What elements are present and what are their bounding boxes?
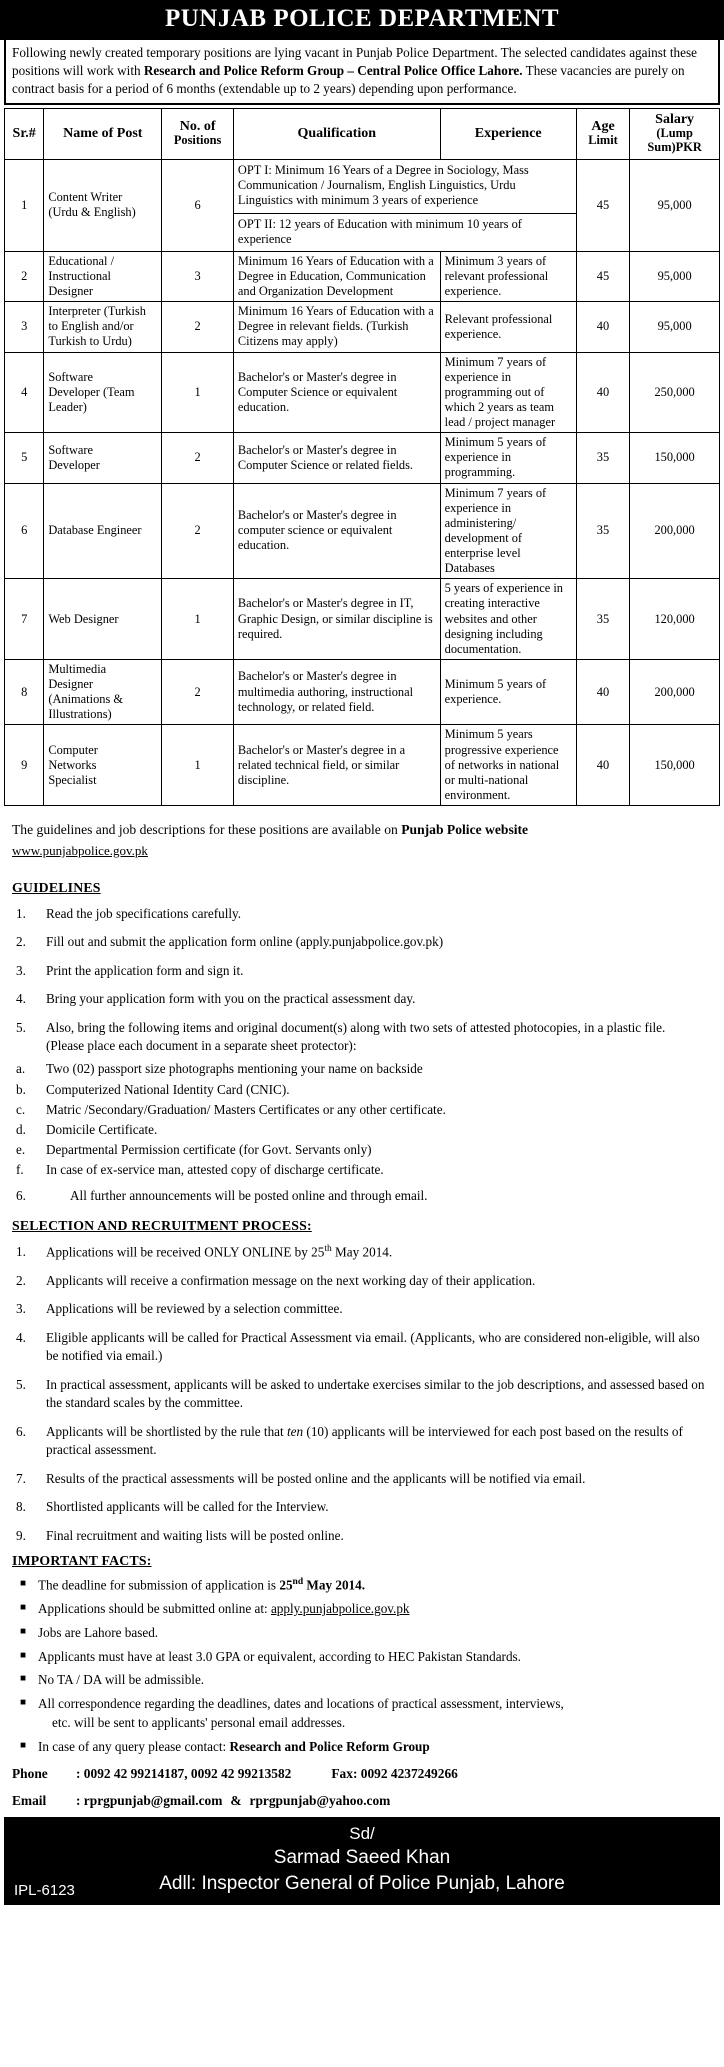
cell-post-line: Instructional (48, 268, 111, 283)
list-item (12, 1576, 712, 1595)
cell-sr: 6 (5, 483, 44, 579)
cell-experience: Minimum 5 years of experience. (440, 659, 576, 725)
table-row (5, 433, 720, 483)
column-header-positions-label: No. of (179, 118, 216, 134)
cell-sr: 7 (5, 579, 44, 660)
list-text: Applications should be submitted online at: (38, 1601, 271, 1617)
cell-age: 40 (576, 659, 629, 725)
cell-age: 45 (576, 160, 629, 252)
cell-post-line: Illustrations) (48, 707, 112, 722)
cell-qualification: Bachelor's or Master's degree in Computer Science or equivalent education. (233, 352, 440, 433)
cell-experience: 5 years of experience in creating interactive websites and other designing including documentation. (440, 579, 576, 660)
list-marker: 1. (16, 1243, 26, 1259)
cell-qualification: Minimum 16 Years of Education with a Degree in relevant fields. (Turkish Citizens may apply) (233, 302, 440, 352)
list-marker: 5. (16, 1019, 26, 1035)
list-item (12, 905, 712, 923)
list-marker: 8. (16, 1499, 26, 1515)
cell-qualification-options (233, 160, 576, 252)
list-item (12, 1019, 712, 1056)
list-marker: a. (16, 1061, 26, 1077)
cell-post-line: (Animations & (48, 692, 124, 707)
column-header-age (576, 108, 629, 159)
table-row (5, 352, 720, 433)
list-text-bold: Research and Police Reform Group (229, 1738, 430, 1754)
cell-post-line: Software (48, 442, 94, 457)
cell-salary: 200,000 (630, 659, 720, 725)
website-bold-text: Punjab Police website (401, 822, 529, 838)
cell-post-line: Computer (48, 742, 98, 757)
contact-email-value-2[interactable]: rprgpunjab@yahoo.com (249, 1792, 391, 1808)
list-text: No TA / DA will be admissible. (38, 1672, 205, 1688)
list-item (12, 962, 712, 980)
cell-qualification: Bachelor's or Master's degree in computer science or equivalent education. (233, 483, 440, 579)
intro-paragraph (12, 44, 712, 97)
contact-email-separator: & (230, 1792, 242, 1808)
list-text: Applicants will receive a confirmation message on the next working day of their application. (46, 1272, 536, 1288)
cell-qualification: Bachelor's or Master's degree in IT, Graphic Design, or similar discipline is required. (233, 579, 440, 660)
list-text: Two (02) passport size photographs mentioning your name on backside (46, 1061, 423, 1077)
list-marker: e. (16, 1142, 26, 1158)
cell-sr: 5 (5, 433, 44, 483)
list-marker: 2. (16, 1272, 26, 1288)
table-header (5, 108, 720, 159)
cell-post (44, 433, 162, 483)
list-item (12, 1671, 712, 1690)
website-lead-text: The guidelines and job descriptions for these positions are available on (12, 822, 402, 838)
advertisement-reference: IPL-6123 (14, 1881, 75, 1899)
signature-sd: Sd/ (349, 1824, 375, 1844)
list-text-superscript: th (324, 1243, 332, 1254)
contact-email-label: Email (12, 1792, 47, 1808)
cell-post (44, 483, 162, 579)
guidelines-list (12, 905, 712, 1056)
list-text-post: May 2014. (331, 1244, 393, 1260)
list-marker: 7. (16, 1470, 26, 1486)
jobs-table (4, 108, 720, 806)
cell-positions: 2 (162, 433, 234, 483)
cell-salary: 250,000 (630, 352, 720, 433)
cell-salary: 95,000 (630, 302, 720, 352)
cell-qualification: Bachelor's or Master's degree in multimedia authoring, instructional technology, or related field. (233, 659, 440, 725)
list-text: Matric /Secondary/Graduation/ Masters Certificates or any other certificate. (46, 1101, 446, 1117)
bullet-icon: ■ (20, 1697, 27, 1709)
list-text: In case of any query please contact: (38, 1738, 230, 1754)
list-marker: 6. (16, 1423, 26, 1439)
contact-phone-value: : 0092 42 99214187, 0092 42 99213582 (76, 1766, 292, 1782)
list-marker: 4. (16, 1329, 26, 1345)
list-text: Domicile Certificate. (46, 1121, 158, 1137)
list-text: Bring your application form with you on the practical assessment day. (46, 991, 416, 1007)
column-header-age-sub: Limit (588, 133, 618, 148)
cell-post-line: Turkish to Urdu) (48, 334, 132, 349)
list-text-continuation: etc. will be sent to applicants' personal email addresses. (52, 1714, 346, 1730)
column-header-post-label: Name of Post (63, 125, 143, 141)
qualification-option-1: OPT I: Minimum 16 Years of a Degree in Sociology, Mass Communication / Journalism, English Linguistics, Urdu Linguistics with minimum 3 years of experience (237, 163, 529, 208)
list-marker: f. (16, 1162, 24, 1178)
cell-post-line: Multimedia (48, 661, 107, 676)
cell-post-line: Networks (48, 757, 97, 772)
cell-age: 45 (576, 251, 629, 301)
list-item (12, 1120, 712, 1139)
list-marker: 3. (16, 1301, 26, 1317)
table-row (5, 160, 720, 252)
list-marker: 6. (16, 1188, 26, 1204)
cell-post-line: Web Designer (48, 611, 119, 626)
list-text: Departmental Permission certificate (for Govt. Servants only) (46, 1142, 372, 1158)
table-body (5, 160, 720, 806)
bullet-icon: ■ (20, 1578, 27, 1589)
contact-phone-label: Phone (12, 1766, 48, 1782)
important-facts-heading: IMPORTANT FACTS: (12, 1553, 152, 1568)
list-text: Computerized National Identity Card (CNIC). (46, 1081, 290, 1097)
cell-sr: 8 (5, 659, 44, 725)
cell-positions: 2 (162, 483, 234, 579)
cell-positions: 6 (162, 160, 234, 252)
list-text: Eligible applicants will be called for Practical Assessment via email. (Applicants, who are considered non-eligible, will also be notified via email.) (46, 1329, 700, 1364)
cell-post-line: Developer (Team (48, 384, 135, 399)
list-text: Fill out and submit the application form online (apply.punjabpolice.gov.pk) (46, 934, 444, 950)
cell-age: 35 (576, 433, 629, 483)
cell-salary: 150,000 (630, 725, 720, 806)
bullet-icon: ■ (20, 1625, 27, 1637)
list-text: In practical assessment, applicants will be asked to undertake exercises similar to the job descriptions, and assessed based on the standard scales by the committee. (46, 1376, 705, 1411)
list-marker: 1. (16, 905, 26, 921)
cell-positions: 2 (162, 659, 234, 725)
list-text: Applications will be reviewed by a selection committee. (46, 1301, 343, 1317)
cell-positions: 1 (162, 352, 234, 433)
list-text: Final recruitment and waiting lists will be posted online. (46, 1527, 344, 1543)
contact-email-row (12, 1791, 712, 1810)
bullet-icon: ■ (20, 1739, 27, 1751)
intro-block (4, 40, 720, 104)
cell-post (44, 579, 162, 660)
table-row (5, 659, 720, 725)
intro-text-part1: Following newly created temporary positions are lying vacant in Punjab Police Department. The selected candidates against these positions will work with (12, 45, 697, 79)
cell-post-line: Leader) (48, 399, 87, 414)
list-text: Jobs are Lahore based. (38, 1624, 159, 1640)
qualification-option-2: OPT II: 12 years of Education with minimum 10 years of experience (234, 213, 576, 251)
list-text-bold: 25 (279, 1577, 293, 1593)
cell-post (44, 352, 162, 433)
cell-sr: 2 (5, 251, 44, 301)
list-text: The deadline for submission of application is (38, 1577, 280, 1593)
column-header-sr-label: Sr.# (12, 125, 36, 141)
cell-sr: 4 (5, 352, 44, 433)
list-item (12, 1140, 712, 1159)
list-item (12, 1738, 712, 1757)
list-item (12, 1059, 712, 1078)
list-text: Also, bring the following items and original document(s) along with two sets of attested photocopies, in a plastic file. (46, 1019, 666, 1035)
column-header-salary (630, 108, 720, 159)
list-marker: 4. (16, 991, 26, 1007)
jobs-table-wrap (4, 108, 720, 806)
cell-qualification: Minimum 16 Years of Education with a Degree in Education, Communication and Organization Development (233, 251, 440, 301)
list-item (12, 1100, 712, 1119)
list-text-superscript: nd (292, 1577, 304, 1587)
cell-age: 40 (576, 352, 629, 433)
list-text: Print the application form and sign it. (46, 962, 244, 978)
cell-post-line: (Urdu & English) (48, 205, 136, 220)
cell-age: 40 (576, 725, 629, 806)
column-header-sr (5, 108, 44, 159)
list-marker: d. (16, 1121, 26, 1137)
cell-experience: Relevant professional experience. (440, 302, 576, 352)
contact-fax-value: Fax: 0092 4237249266 (331, 1766, 458, 1782)
list-item (12, 933, 712, 951)
cell-qualification: Bachelor's or Master's degree in a related technical field, or similar discipline. (233, 725, 440, 806)
website-line (12, 820, 712, 840)
column-header-age-label: Age (591, 118, 615, 134)
column-header-post (44, 108, 162, 159)
selection-heading: SELECTION AND RECRUITMENT PROCESS: (12, 1217, 312, 1233)
cell-sr: 3 (5, 302, 44, 352)
apply-online-link[interactable]: apply.punjabpolice.gov.pk (270, 1601, 410, 1617)
cell-post-line: Interpreter (Turkish (48, 304, 146, 319)
cell-salary: 200,000 (630, 483, 720, 579)
list-text: Applicants must have at least 3.0 GPA or equivalent, according to HEC Pakistan Standards. (38, 1648, 521, 1664)
cell-age: 40 (576, 302, 629, 352)
list-item (12, 1470, 712, 1488)
cell-sr: 1 (5, 160, 44, 252)
column-header-salary-sub: (Lump Sum)PKR (647, 126, 702, 155)
page-title: PUNJAB POLICE DEPARTMENT (0, 0, 724, 40)
signature-footer (4, 1817, 720, 1904)
bullet-icon: ■ (20, 1602, 27, 1614)
list-text-italic: ten (287, 1423, 304, 1439)
cell-post-line: Specialist (48, 772, 97, 787)
list-item (12, 1648, 712, 1667)
cell-experience: Minimum 3 years of relevant professional experience. (440, 251, 576, 301)
list-item (12, 990, 712, 1008)
cell-post-line: Developer (48, 457, 100, 472)
cell-age: 35 (576, 579, 629, 660)
list-text: In case of ex-service man, attested copy of discharge certificate. (46, 1162, 384, 1178)
column-header-experience (440, 108, 576, 159)
cell-sr: 9 (5, 725, 44, 806)
cell-post-line: Content Writer (48, 190, 123, 205)
list-item (12, 1600, 712, 1619)
list-text: Shortlisted applicants will be called for the Interview. (46, 1499, 329, 1515)
list-item (12, 1423, 712, 1460)
list-marker: 9. (16, 1527, 26, 1543)
selection-list (12, 1243, 712, 1545)
guidelines-list-final (12, 1187, 712, 1205)
cell-post-line: Database Engineer (48, 523, 142, 538)
cell-post (44, 302, 162, 352)
cell-salary: 95,000 (630, 160, 720, 252)
list-text: Results of the practical assessments will be posted online and the applicants will be notified via email. (46, 1470, 586, 1486)
list-text-post: (10) applicants will be interviewed for each post based on the results of practical assessment. (46, 1423, 683, 1458)
table-row (5, 483, 720, 579)
cell-positions: 1 (162, 725, 234, 806)
list-text: All correspondence regarding the deadlines, dates and locations of practical assessment, interviews, (38, 1696, 564, 1712)
bullet-icon: ■ (20, 1673, 27, 1685)
table-header-row (5, 108, 720, 159)
cell-post (44, 251, 162, 301)
intro-text-part2: These vacancies are purely on contract basis for a period of 6 months (extendable up to 2 years) depending upon performance. (12, 63, 685, 96)
signatory-name: Sarmad Saeed Khan (273, 1847, 451, 1869)
list-text: Applications will be received ONLY ONLINE by 25 (46, 1244, 325, 1260)
list-item (12, 1376, 712, 1413)
cell-salary: 150,000 (630, 433, 720, 483)
list-item (12, 1243, 712, 1262)
contact-block (12, 1764, 712, 1810)
cell-post (44, 160, 162, 252)
cell-experience: Minimum 5 years progressive experience of networks in national or multi-national environment. (440, 725, 576, 806)
cell-age: 35 (576, 483, 629, 579)
cell-qualification: Bachelor's or Master's degree in Computer Science or related fields. (233, 433, 440, 483)
cell-post-line: Software (48, 369, 94, 384)
table-row (5, 725, 720, 806)
punjab-police-website-link[interactable]: www.punjabpolice.gov.pk (12, 842, 148, 858)
list-item (12, 1187, 712, 1205)
list-text: Read the job specifications carefully. (46, 905, 242, 921)
cell-experience: Minimum 7 years of experience in programming out of which 2 years as team lead / project manager (440, 352, 576, 433)
list-item (12, 1695, 712, 1732)
list-text: Applicants will be shortlisted by the rule that (46, 1423, 287, 1439)
list-item (12, 1080, 712, 1099)
signatory-designation: Adll: Inspector General of Police Punjab, Lahore (159, 1872, 565, 1894)
cell-post-line: Educational / (48, 253, 115, 268)
list-text-bold2: May 2014. (303, 1577, 366, 1593)
list-marker: 3. (16, 962, 26, 978)
cell-post (44, 725, 162, 806)
cell-positions: 3 (162, 251, 234, 301)
cell-salary: 120,000 (630, 579, 720, 660)
guidelines-heading: GUIDELINES (12, 879, 101, 895)
list-marker: 5. (16, 1376, 26, 1392)
body-content (4, 806, 720, 1810)
list-item (12, 1624, 712, 1643)
table-row (5, 579, 720, 660)
cell-post-line: Designer (48, 677, 94, 692)
list-marker: b. (16, 1081, 26, 1097)
cell-positions: 2 (162, 302, 234, 352)
cell-post-line: Designer (48, 284, 94, 299)
cell-experience: Minimum 5 years of experience in programming. (440, 433, 576, 483)
guidelines-documents-list (12, 1059, 712, 1179)
contact-email-value[interactable]: : rprgpunjab@gmail.com (76, 1792, 223, 1808)
list-marker: c. (16, 1101, 26, 1117)
table-row (5, 251, 720, 301)
list-text-continuation: (Please place each document in a separate sheet protector): (46, 1037, 357, 1053)
list-item (12, 1527, 712, 1545)
list-text: All further announcements will be posted online and through email. (70, 1188, 428, 1204)
cell-salary: 95,000 (630, 251, 720, 301)
cell-post-line: to English and/or (48, 319, 134, 334)
list-item (12, 1160, 712, 1179)
column-header-experience-label: Experience (474, 125, 542, 141)
cell-experience: Minimum 7 years of experience in administering/ development of enterprise level Databases (440, 483, 576, 579)
list-item (12, 1300, 712, 1318)
list-item (12, 1498, 712, 1516)
list-item (12, 1329, 712, 1366)
contact-phone-row (12, 1764, 712, 1783)
column-header-salary-label: Salary (655, 111, 695, 127)
table-row (5, 302, 720, 352)
column-header-positions (162, 108, 234, 159)
column-header-qualification-label: Qualification (297, 125, 377, 141)
list-item (12, 1272, 712, 1290)
important-facts-list (12, 1576, 712, 1756)
list-marker: 2. (16, 934, 26, 950)
column-header-qualification (233, 108, 440, 159)
bullet-icon: ■ (20, 1649, 27, 1661)
cell-positions: 1 (162, 579, 234, 660)
column-header-positions-sub: Positions (173, 133, 222, 148)
intro-text-bold: Research and Police Reform Group – Central Police Office Lahore. (143, 63, 523, 79)
cell-post (44, 659, 162, 725)
